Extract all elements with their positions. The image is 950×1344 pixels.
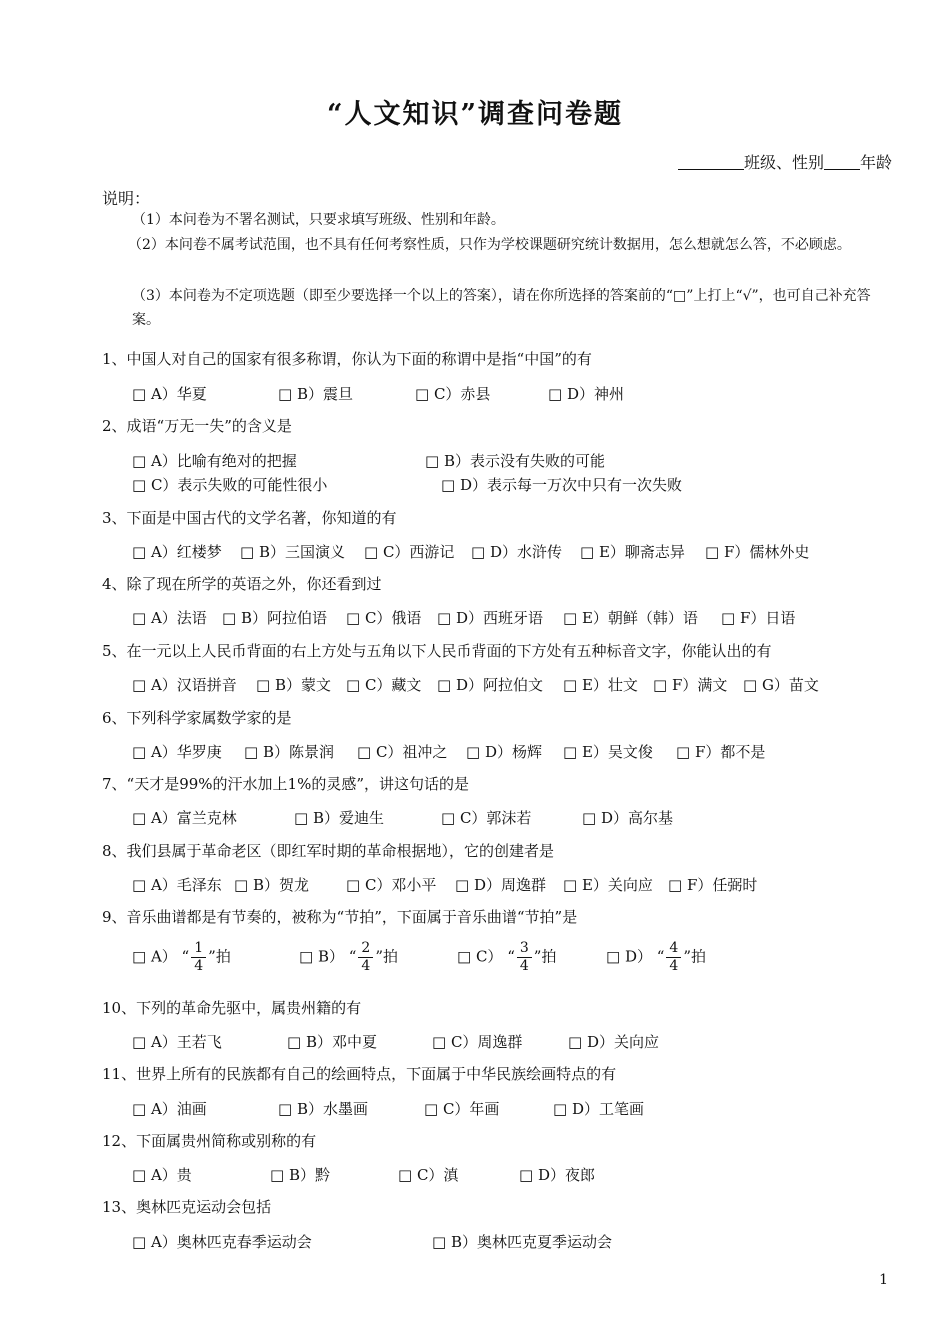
age-label: 年龄 <box>859 153 892 172</box>
option-checkbox[interactable]: □ D）表示每一万次中只有一次失败 <box>441 476 682 494</box>
question-text: 8、我们县属于革命老区（即红军时期的革命根据地），它的创建者是 <box>102 842 555 860</box>
option-checkbox[interactable]: □ E）聊斋志异 <box>580 543 685 561</box>
option-checkbox[interactable]: □ D）杨辉 <box>466 743 542 761</box>
option-checkbox[interactable]: □ C）藏文 <box>346 676 422 694</box>
question-text: 3、下面是中国古代的文学名著，你知道的有 <box>102 509 397 527</box>
time-signature-fraction: $\frac{2}{4}$ <box>358 940 373 975</box>
option-checkbox[interactable]: □ A） “ $\frac{1}{4}$ ”拍 <box>132 940 231 974</box>
option-checkbox[interactable]: □ C）表示失败的可能性很小 <box>132 476 328 494</box>
option-checkbox[interactable]: □ G）苗文 <box>743 676 819 694</box>
question-text: 12、下面属贵州简称或别称的有 <box>102 1132 317 1150</box>
option-checkbox[interactable]: □ F）日语 <box>721 609 796 627</box>
option-checkbox[interactable]: □ A）法语 <box>132 609 207 627</box>
option-checkbox[interactable]: □ B）震旦 <box>278 385 353 403</box>
note-item: （3）本问卷为不定项选题（即至少要选择一个以上的答案），请在你所选择的答案前的“□”上打上“√”，也可自己补充答案。 <box>132 288 871 328</box>
question-text: 5、在一元以上人民币背面的右上方处与五角以下人民币背面的下方处有五种标音文字，你能认出的有 <box>102 642 772 660</box>
question-text: 2、成语“万无一失”的含义是 <box>102 417 292 435</box>
option-checkbox[interactable]: □ C）滇 <box>398 1166 459 1184</box>
question-text: 10、下列的革命先驱中，属贵州籍的有 <box>102 999 362 1017</box>
option-checkbox[interactable]: □ B）蒙文 <box>256 676 331 694</box>
page-title: “人文知识”调查问卷题 <box>326 99 624 130</box>
option-checkbox[interactable]: □ C）邓小平 <box>346 876 437 894</box>
option-checkbox[interactable]: □ C）西游记 <box>364 543 455 561</box>
option-checkbox[interactable]: □ D）西班牙语 <box>437 609 543 627</box>
option-checkbox[interactable]: □ A）富兰克林 <box>132 809 237 827</box>
option-checkbox[interactable]: □ A）华罗庚 <box>132 743 222 761</box>
option-checkbox[interactable]: □ C）周逸群 <box>432 1033 523 1051</box>
option-checkbox[interactable]: □ E）关向应 <box>563 876 653 894</box>
option-checkbox[interactable]: □ B）阿拉伯语 <box>222 609 327 627</box>
option-checkbox[interactable]: □ A）红楼梦 <box>132 543 222 561</box>
option-checkbox[interactable]: □ F）儒林外史 <box>705 543 810 561</box>
notes-label: 说明： <box>102 189 151 208</box>
question-text: 6、下列科学家属数学家的是 <box>102 709 292 727</box>
option-checkbox[interactable]: □ A）奥林匹克春季运动会 <box>132 1233 312 1251</box>
option-checkbox[interactable]: □ C）祖冲之 <box>357 743 448 761</box>
option-checkbox[interactable]: □ E）壮文 <box>563 676 638 694</box>
time-signature-fraction: $\frac{4}{4}$ <box>666 940 681 975</box>
info-fill-line <box>678 150 892 173</box>
option-checkbox[interactable]: □ D）工笔画 <box>553 1100 644 1118</box>
option-checkbox[interactable]: □ C）年画 <box>424 1100 500 1118</box>
option-checkbox[interactable]: □ A）贵 <box>132 1166 192 1184</box>
question-text: 7、“天才是99%的汗水加上1%的灵感”，讲这句话的是 <box>102 775 470 793</box>
class-gender-label: 班级、性别 <box>743 153 824 172</box>
option-checkbox[interactable]: □ C） “ $\frac{3}{4}$ ”拍 <box>457 940 557 974</box>
option-checkbox[interactable]: □ C）郭沫若 <box>441 809 532 827</box>
option-checkbox[interactable]: □ B）三国演义 <box>240 543 345 561</box>
option-checkbox[interactable]: □ A）华夏 <box>132 385 207 403</box>
option-checkbox[interactable]: □ A）毛泽东 <box>132 876 222 894</box>
option-checkbox[interactable]: □ D）神州 <box>548 385 624 403</box>
option-checkbox[interactable]: □ A）油画 <box>132 1100 207 1118</box>
option-checkbox[interactable]: □ B）爱迪生 <box>294 809 384 827</box>
option-checkbox[interactable]: □ D）水浒传 <box>471 543 562 561</box>
question-text: 1、中国人对自己的国家有很多称谓，你认为下面的称谓中是指“中国”的有 <box>102 350 592 368</box>
option-checkbox[interactable]: □ D）关向应 <box>568 1033 659 1051</box>
option-checkbox[interactable]: □ C）赤县 <box>415 385 491 403</box>
option-checkbox[interactable]: □ D）夜郎 <box>519 1166 595 1184</box>
option-checkbox[interactable]: □ B）表示没有失败的可能 <box>425 452 605 470</box>
time-signature-fraction: $\frac{1}{4}$ <box>191 940 206 975</box>
gender-blank[interactable] <box>824 153 860 170</box>
option-checkbox[interactable]: □ E）吴文俊 <box>563 743 653 761</box>
question-text: 13、奥林匹克运动会包括 <box>102 1198 272 1216</box>
option-checkbox[interactable]: □ D）周逸群 <box>455 876 546 894</box>
option-checkbox[interactable]: □ D）阿拉伯文 <box>437 676 543 694</box>
page-number: 1 <box>879 1272 888 1288</box>
option-checkbox[interactable]: □ F）满文 <box>653 676 728 694</box>
option-checkbox[interactable]: □ B） “ $\frac{2}{4}$ ”拍 <box>299 940 399 974</box>
option-checkbox[interactable]: □ B）陈景润 <box>244 743 334 761</box>
option-checkbox[interactable]: □ C）俄语 <box>346 609 422 627</box>
option-checkbox[interactable]: □ A）王若飞 <box>132 1033 222 1051</box>
question-text: 9、音乐曲谱都是有节奏的，被称为“节拍”，下面属于音乐曲谱“节拍”是 <box>102 908 578 926</box>
option-checkbox[interactable]: □ D）高尔基 <box>582 809 673 827</box>
note-item: （1）本问卷为不署名测试，只要求填写班级、性别和年龄。 <box>132 212 505 228</box>
option-checkbox[interactable]: □ A）比喻有绝对的把握 <box>132 452 297 470</box>
option-checkbox[interactable]: □ A）汉语拼音 <box>132 676 237 694</box>
question-text: 4、除了现在所学的英语之外，你还看到过 <box>102 575 382 593</box>
option-checkbox[interactable]: □ B）贺龙 <box>234 876 309 894</box>
time-signature-fraction: $\frac{3}{4}$ <box>517 940 532 975</box>
option-checkbox[interactable]: □ B）奥林匹克夏季运动会 <box>432 1233 612 1251</box>
option-checkbox[interactable]: □ B）黔 <box>270 1166 330 1184</box>
option-checkbox[interactable]: □ E）朝鲜（韩）语 <box>563 609 698 627</box>
option-checkbox[interactable]: □ F）任弼时 <box>668 876 758 894</box>
option-checkbox[interactable]: □ B）水墨画 <box>278 1100 368 1118</box>
option-checkbox[interactable]: □ D） “ $\frac{4}{4}$ ”拍 <box>606 940 707 974</box>
option-checkbox[interactable]: □ F）都不是 <box>676 743 766 761</box>
question-text: 11、世界上所有的民族都有自己的绘画特点，下面属于中华民族绘画特点的有 <box>102 1065 617 1083</box>
option-checkbox[interactable]: □ B）邓中夏 <box>287 1033 377 1051</box>
note-item: （2）本问卷不属考试范围，也不具有任何考察性质，只作为学校课题研究统计数据用，怎么想就怎么答，不必顾虑。 <box>128 237 851 253</box>
class-blank[interactable] <box>678 153 744 170</box>
